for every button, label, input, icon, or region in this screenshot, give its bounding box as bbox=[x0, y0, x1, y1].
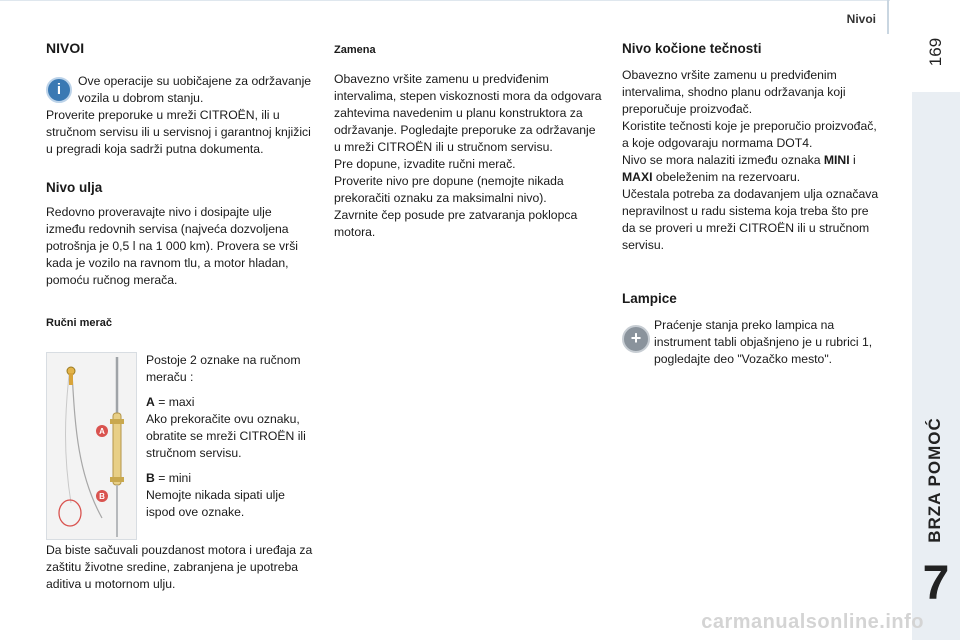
section-title: NIVOI bbox=[46, 40, 85, 56]
chapter-tab bbox=[912, 0, 960, 640]
brake-fluid-heading: Nivo kočione tečnosti bbox=[622, 41, 762, 56]
watermark: carmanualsonline.info bbox=[701, 611, 924, 633]
warning-lamps-note bbox=[622, 317, 882, 368]
mark-b-label: B bbox=[99, 492, 105, 501]
mark-b-letter: B bbox=[146, 471, 155, 485]
running-header: Nivoi bbox=[846, 12, 876, 26]
brake-fluid-text-3 bbox=[622, 152, 882, 186]
dipstick-icon bbox=[47, 353, 136, 539]
mark-a-text: Ako prekoračite ovu oznaku, obratite se mreži CITROËN ili stručnom servisu. bbox=[146, 412, 306, 460]
header-separator bbox=[887, 0, 889, 34]
info-note bbox=[46, 73, 314, 107]
info-note-text: Ove operacije su uobičajene za održavanje vozila u dobrom stanju. bbox=[78, 74, 312, 105]
maxi-mark: MAXI bbox=[622, 170, 653, 184]
column-middle bbox=[334, 40, 602, 241]
warning-lamps-text: Praćenje stanja preko lampica na instrument tabli objašnjeno je u rubrici 1, pogledajte deo "Vozačko mesto". bbox=[654, 318, 873, 366]
oil-level-text: Redovno proveravajte nivo i dosipajte ulje između redovnih servisa (najveća dozvoljena potrošnja je 0,5 l na 1 000 km). Provera se vrši kada je vozilo na ravnom tlu, a motor hladan, pomoću ručnog merača. bbox=[46, 205, 298, 287]
replacement-text: Obavezno vršite zamenu u predviđenim intervalima, stepen viskoznosti mora da odgovara zahtevima navedenim u planu konstruktora za održavanje. Pogledajte preporuke za održavanje u mreži CITROËN ili u stručnom servisu. bbox=[334, 72, 602, 154]
mini-mark: MINI bbox=[823, 153, 850, 167]
oil-level-heading: Nivo ulja bbox=[46, 180, 103, 195]
header-rule bbox=[0, 0, 890, 1]
plus-icon: + bbox=[622, 325, 650, 353]
brake-fluid-text-3b: i bbox=[849, 153, 856, 167]
dipstick-description bbox=[146, 352, 314, 521]
brake-fluid-text-3a: Nivo se mora nalaziti između oznaka bbox=[622, 153, 824, 167]
warning-lamps-heading: Lampice bbox=[622, 291, 677, 306]
dipstick-intro: Postoje 2 oznake na ručnom meraču : bbox=[146, 353, 301, 384]
info-note-continuation: Proverite preporuke u mreži CITROËN, ili u stručnom servisu ili u servisnoj i garantnoj knjižici u pregradi koja sadrži putna dokumenta. bbox=[46, 108, 311, 156]
column-left bbox=[46, 40, 314, 332]
mark-b-line bbox=[146, 470, 314, 487]
mark-b-value: = mini bbox=[154, 471, 192, 485]
chapter-number: 7 bbox=[922, 557, 950, 610]
mark-a-line bbox=[146, 394, 314, 411]
replacement-text-2: Pre dopune, izvadite ručni merač. bbox=[334, 157, 516, 171]
mark-a-label: A bbox=[99, 427, 105, 436]
brake-fluid-text-1: Obavezno vršite zamenu u predviđenim intervalima, shodno planu održavanja koji preporučuje proizvođač. bbox=[622, 68, 846, 116]
dipstick-heading: Ručni merač bbox=[46, 317, 113, 329]
replacement-text-4: Zavrnite čep posude pre zatvaranja poklopca motora. bbox=[334, 208, 578, 239]
brake-fluid-text-2: Koristite tečnosti koje je preporučio proizvođač, a koje odgovaraju normama DOT4. bbox=[622, 119, 877, 150]
brake-fluid-text-3c: obeleženim na rezervoaru. bbox=[652, 170, 801, 184]
column-right bbox=[622, 40, 882, 368]
additive-warning bbox=[46, 542, 316, 593]
replacement-text-3: Proverite nivo pre dopune (nemojte nikada prekoračiti oznaku za maksimalni nivo). bbox=[334, 174, 564, 205]
mark-a-value: = maxi bbox=[154, 395, 195, 409]
brake-fluid-text-4: Učestala potreba za dodavanjem ulja označava nepravilnost u radu sistema koja treba što pre da se proveri u mreži CITROËN ili u stručnom servisu. bbox=[622, 187, 879, 252]
mark-b-text: Nemojte nikada sipati ulje ispod ove oznake. bbox=[146, 488, 285, 519]
mark-a-letter: A bbox=[146, 395, 155, 409]
page-number: 169 bbox=[926, 37, 945, 67]
info-icon: i bbox=[46, 77, 72, 103]
replacement-heading: Zamena bbox=[334, 44, 376, 56]
dipstick-illustration bbox=[46, 352, 137, 540]
additive-warning-text: Da biste sačuvali pouzdanost motora i uređaja za zaštitu životne sredine, zabranjena je upotreba aditiva u motornom ulju. bbox=[46, 543, 313, 591]
chapter-title: BRZA POMOĆ bbox=[925, 417, 944, 543]
